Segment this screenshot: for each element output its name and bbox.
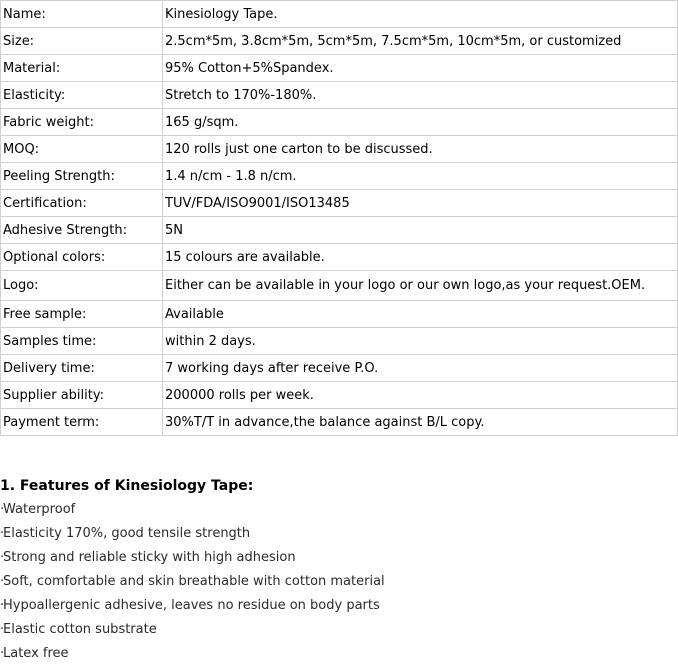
table-row: [1, 109, 678, 136]
feature-text: Hypoallergenic adhesive, leaves no residue on body parts: [3, 598, 380, 613]
bullet: ·: [0, 550, 5, 565]
bullet: ·: [0, 574, 5, 589]
table-row: [1, 271, 678, 301]
table-row: [1, 328, 678, 355]
features-section: [0, 474, 678, 666]
bullet: ·: [0, 526, 5, 541]
table-row: [1, 55, 678, 82]
row-value: 200000 rolls per week.: [163, 382, 678, 409]
bullet: ·: [0, 502, 5, 517]
table-row: [1, 28, 678, 55]
row-label: Adhesive Strength:: [1, 217, 163, 244]
row-label: Peeling Strength:: [1, 163, 163, 190]
bullet: ·: [0, 598, 5, 613]
list-item: [0, 618, 678, 642]
list-item: [0, 546, 678, 570]
row-label: Payment term:: [1, 409, 163, 436]
row-value: 120 rolls just one carton to be discussed.: [163, 136, 678, 163]
row-value: within 2 days.: [163, 328, 678, 355]
row-label: Supplier ability:: [1, 382, 163, 409]
row-label: Size:: [1, 28, 163, 55]
table-row: [1, 190, 678, 217]
feature-text: Strong and reliable sticky with high adhesion: [3, 550, 296, 565]
table-row: [1, 409, 678, 436]
row-value: Stretch to 170%-180%.: [163, 82, 678, 109]
row-value: 1.4 n/cm - 1.8 n/cm.: [163, 163, 678, 190]
row-label: Elasticity:: [1, 82, 163, 109]
list-item: [0, 498, 678, 522]
features-list: [0, 498, 678, 666]
bullet: ·: [0, 646, 5, 661]
row-value: 2.5cm*5m, 3.8cm*5m, 5cm*5m, 7.5cm*5m, 10cm*5m, or customized: [163, 28, 678, 55]
row-label: Logo:: [1, 271, 163, 301]
table-row: [1, 355, 678, 382]
bullet: ·: [0, 622, 5, 637]
features-heading: 1. Features of Kinesiology Tape:: [0, 478, 254, 494]
row-value: 15 colours are available.: [163, 244, 678, 271]
row-value: Either can be available in your logo or our own logo,as your request.OEM.: [163, 271, 678, 301]
row-value: Available: [163, 301, 678, 328]
row-value: 5N: [163, 217, 678, 244]
row-label: Optional colors:: [1, 244, 163, 271]
list-item: [0, 594, 678, 618]
list-item: [0, 642, 678, 666]
row-value: 7 working days after receive P.O.: [163, 355, 678, 382]
row-label: MOQ:: [1, 136, 163, 163]
row-label: Name:: [1, 1, 163, 28]
row-label: Certification:: [1, 190, 163, 217]
table-row: [1, 217, 678, 244]
row-label: Samples time:: [1, 328, 163, 355]
row-value: Kinesiology Tape.: [163, 1, 678, 28]
feature-text: Latex free: [3, 646, 69, 661]
table-row: [1, 163, 678, 190]
list-item: [0, 570, 678, 594]
table-row: [1, 382, 678, 409]
row-value: TUV/FDA/ISO9001/ISO13485: [163, 190, 678, 217]
row-label: Free sample:: [1, 301, 163, 328]
list-item: [0, 522, 678, 546]
row-label: Delivery time:: [1, 355, 163, 382]
row-value: 95% Cotton+5%Spandex.: [163, 55, 678, 82]
row-value: 165 g/sqm.: [163, 109, 678, 136]
table-row: [1, 301, 678, 328]
table-row: [1, 136, 678, 163]
table-row: [1, 82, 678, 109]
table-row: [1, 1, 678, 28]
row-label: Fabric weight:: [1, 109, 163, 136]
row-label: Material:: [1, 55, 163, 82]
row-value: 30%T/T in advance,the balance against B/L copy.: [163, 409, 678, 436]
feature-text: Elasticity 170%, good tensile strength: [3, 526, 251, 541]
table-row: [1, 244, 678, 271]
feature-text: Elastic cotton substrate: [3, 622, 157, 637]
feature-text: Waterproof: [3, 502, 76, 517]
feature-text: Soft, comfortable and skin breathable with cotton material: [3, 574, 385, 589]
